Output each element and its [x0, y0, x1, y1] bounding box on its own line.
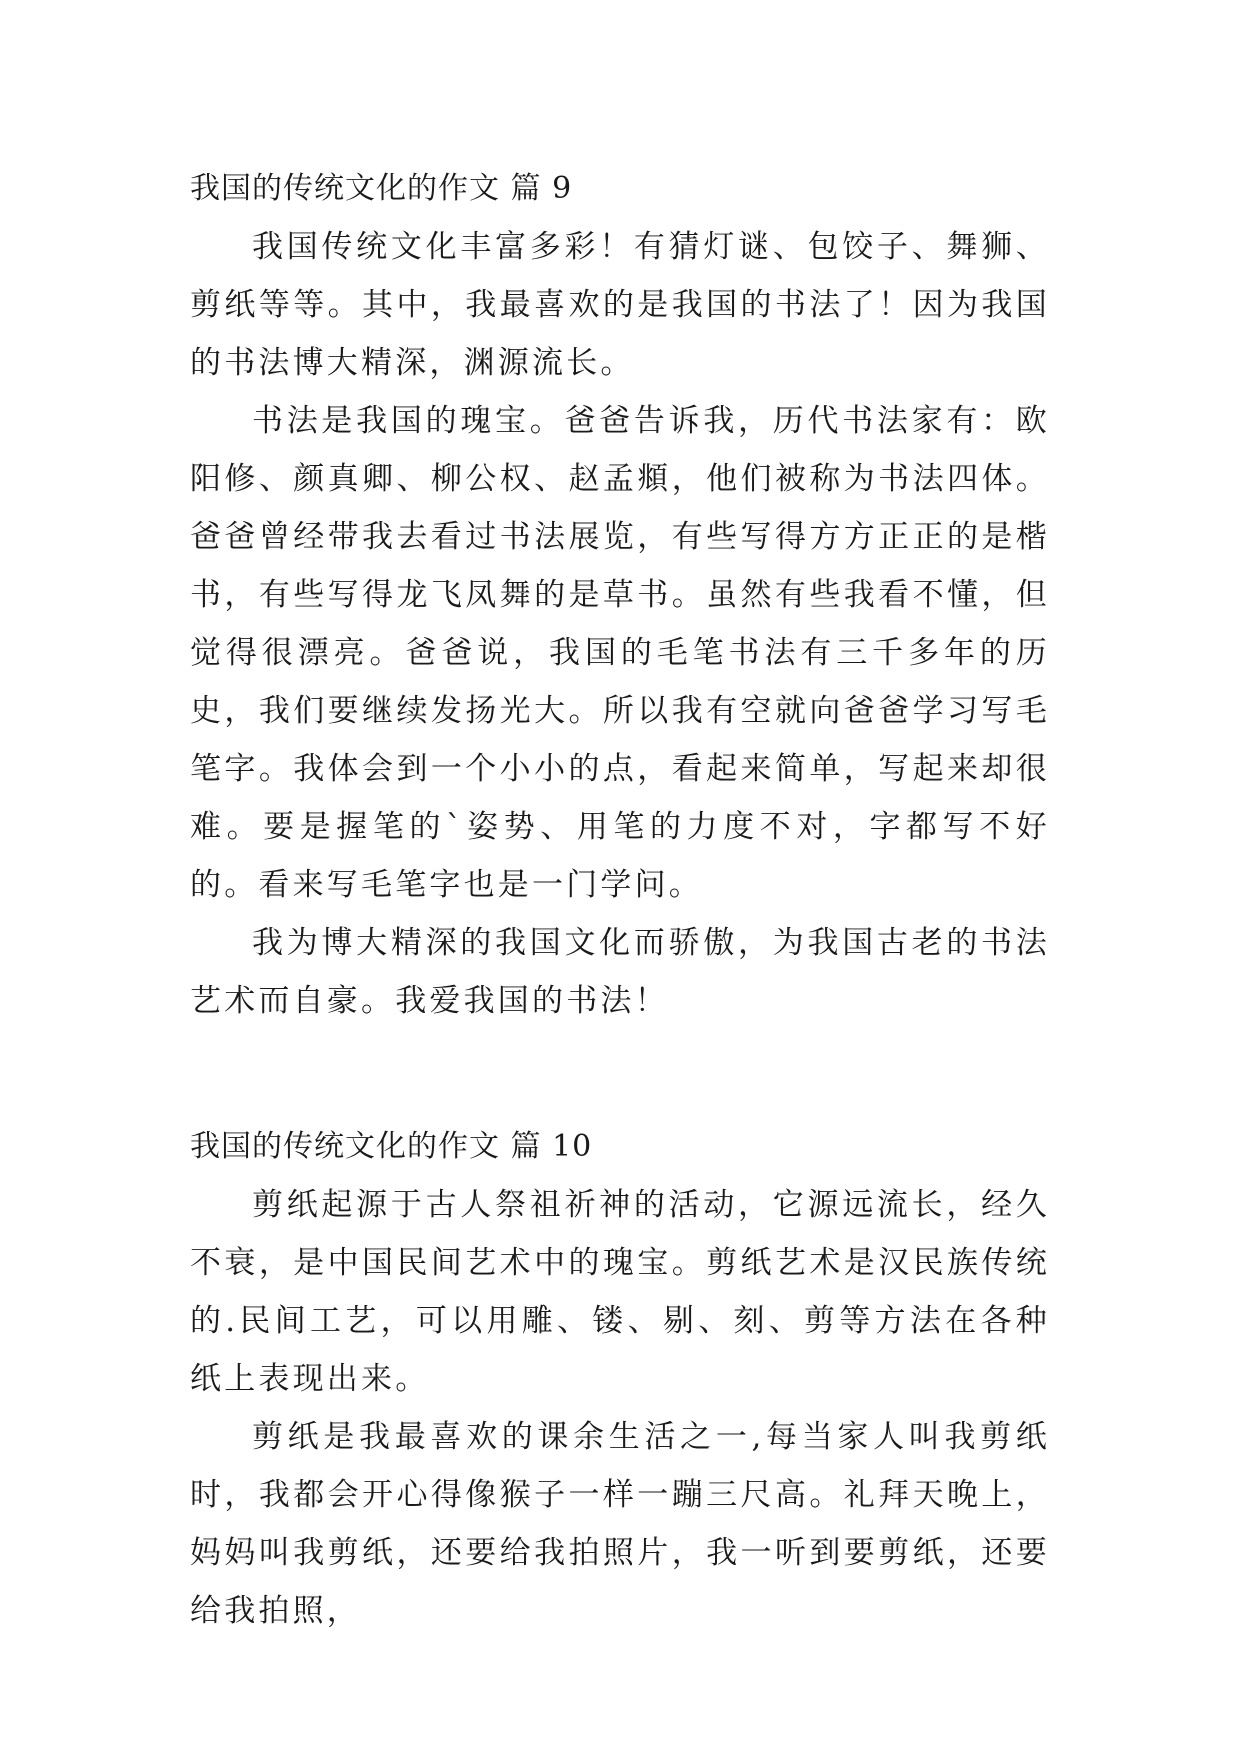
paragraph: 我国传统文化丰富多彩！有猜灯谜、包饺子、舞狮、剪纸等等。其中，我最喜欢的是我国的书法了！因为我国的书法博大精深，渊源流长。 — [190, 229, 1050, 381]
section-title: 我国的传统文化的作文 篇 10 — [190, 1129, 593, 1164]
essay-section-10 — [190, 1118, 1050, 1640]
paragraph: 剪纸起源于古人祭祖祈神的活动，它源远流长，经久不衰，是中国民间艺术中的瑰宝。剪纸艺术是汉民族传统的.民间工艺，可以用雕、镂、剔、刻、剪等方法在各种纸上表现出来。 — [190, 1187, 1050, 1397]
paragraph: 书法是我国的瑰宝。爸爸告诉我，历代书法家有：欧阳修、颜真卿、柳公权、赵孟頫，他们被称为书法四体。爸爸曾经带我去看过书法展览，有些写得方方正正的是楷书，有些写得龙飞凤舞的是草书。虽然有些我看不懂，但觉得很漂亮。爸爸说，我国的毛笔书法有三千多年的历史，我们要继续发扬光大。所以我有空就向爸爸学习写毛笔字。我体会到一个小小的点，看起来简单，写起来却很难。要是握笔的`姿势、用笔的力度不对，字都写不好的。看来写毛笔字也是一门学问。 — [190, 403, 1050, 903]
paragraph: 我为博大精深的我国文化而骄傲，为我国古老的书法艺术而自豪。我爱我国的书法！ — [190, 925, 1050, 1019]
section-title: 我国的传统文化的作文 篇 9 — [190, 171, 573, 206]
paragraph: 剪纸是我最喜欢的课余生活之一,每当家人叫我剪纸时，我都会开心得像猴子一样一蹦三尺高。礼拜天晚上，妈妈叫我剪纸，还要给我拍照片，我一听到要剪纸，还要给我拍照， — [190, 1419, 1050, 1629]
document-page — [190, 160, 1050, 1640]
section-spacer — [190, 1030, 1050, 1118]
essay-section-9 — [190, 160, 1050, 1030]
